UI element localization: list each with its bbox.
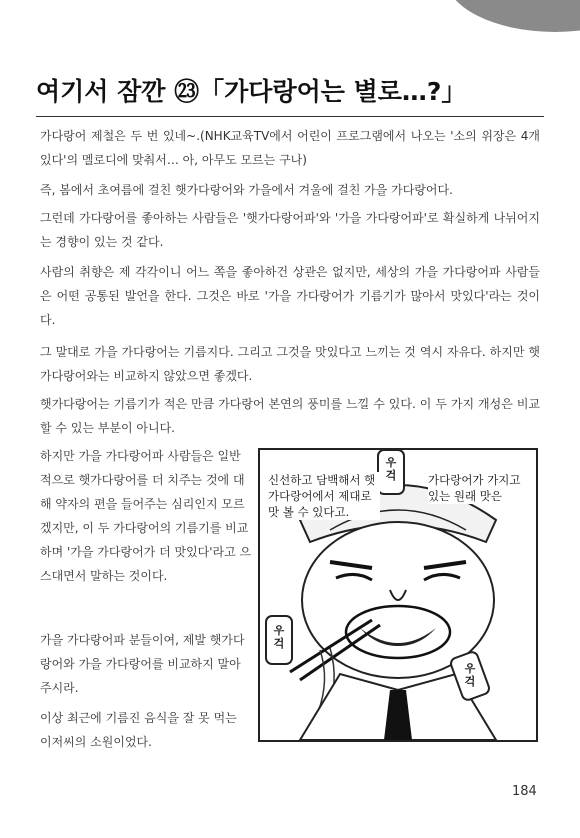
paragraph-6: 햇가다랑어는 기름기가 적은 만큼 가다랑어 본연의 풍미를 느낄 수 있다. 이 두 가지 개성은 비교 할 수 있는 부분이 아니다. — [40, 397, 540, 435]
section-title — [36, 72, 546, 116]
mouth-shape — [346, 606, 450, 658]
paragraph-8: 가을 가다랑어파 분들이여, 제발 햇가다랑어와 가을 가다랑어를 비교하지 말아주시라. — [40, 633, 245, 695]
sfx-text-top: 우걱 — [385, 456, 397, 482]
speech-bubble-left: 신선하고 담백해서 햇가다랑어에서 제대로 맛 볼 수 있다고. — [268, 472, 380, 520]
title-rule — [36, 116, 544, 117]
sfx-text-right: 우걱 — [464, 662, 476, 688]
corner-decoration — [445, 0, 580, 32]
section-title-text: 여기서 잠깐 ㉓「가다랑어는 별로…?」 — [36, 77, 467, 106]
speech-bubble-right: 가다랑어가 가지고 있는 원래 맛은 — [428, 472, 528, 504]
paragraph-9: 이상 최근에 기름진 음식을 잘 못 먹는 이저씨의 소원이었다. — [40, 711, 237, 749]
paragraph-3: 그런데 가다랑어를 좋아하는 사람들은 '햇가다랑어파'와 '가을 가다랑어파'로 확실하게 나뉘어지는 경향이 있는 것 같다. — [40, 211, 540, 249]
comic-panel — [258, 448, 538, 742]
sfx-text-left: 우걱 — [273, 624, 285, 650]
paragraph-7: 하지만 가을 가다랑어파 사람들은 일반적으로 햇가다랑어를 더 치주는 것에 대해 약자의 편을 들어주는 심리인지 모르겠지만, 이 두 가다랑어의 기름기를 비교하며 '가을 가다랑어가 더 맛있다'라고 으스대면서 말하는 것이다. — [40, 449, 252, 583]
paragraph-4: 사람의 취향은 제 각각이니 어느 쪽을 좋아하건 상관은 없지만, 세상의 가을 가다랑어파 사람들은 어떤 공통된 발언을 한다. 그것은 바로 '가을 가다랑어가 기름기가 많아서 맛있다'라는 것이다. — [40, 265, 540, 327]
paragraph-5: 그 말대로 가을 가다랑어는 기름지다. 그리고 그것을 맛있다고 느끼는 것 역시 자유다. 하지만 햇가다랑어와는 비교하지 않았으면 좋겠다. — [40, 345, 540, 383]
page-number: 184 — [512, 784, 537, 799]
paragraph-1: 가다랑어 제철은 두 번 있네~.(NHK교육TV에서 어린이 프로그램에서 나오는 '소의 위장은 4개 있다'의 멜로디에 맞춰서… 아, 아무도 모르는 구나) — [40, 129, 540, 167]
paragraph-2: 즉, 봄에서 초여름에 걸친 햇가다랑어와 가을에서 겨울에 걸친 가을 가다랑어다. — [40, 183, 453, 197]
